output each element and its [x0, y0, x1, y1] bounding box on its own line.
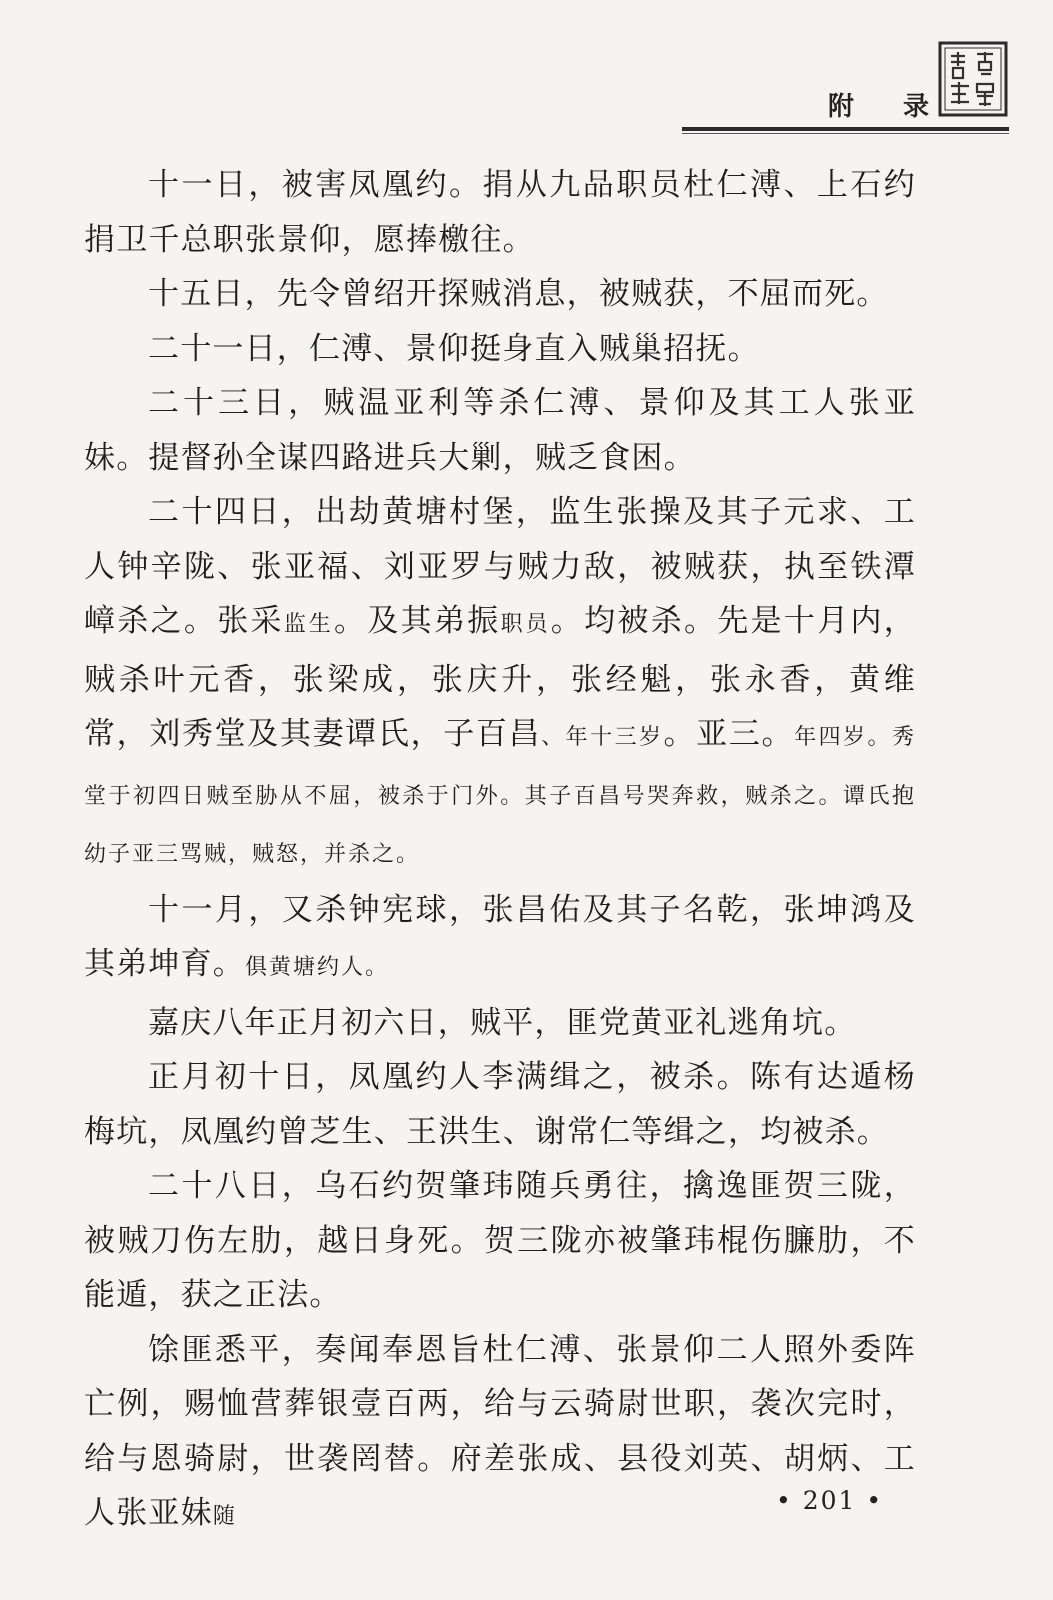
body-text: [84, 158, 916, 1545]
paragraph: [84, 376, 916, 485]
paragraph-text: 十五日，先令曾绍开探贼消息，被贼获，不屈而死。: [148, 276, 889, 312]
paragraph-text: 嘉庆八年正月初六日，贼平，匪党黄亚礼逃角坑。: [148, 1004, 857, 1041]
annotation-note: 监生: [283, 612, 335, 637]
paragraph-text: 十一日，被害凤凰约。捐从九品职员杜仁溥、上石约捐卫千总职张景仰，愿捧檄往。: [84, 167, 916, 258]
paragraph: [84, 996, 916, 1051]
running-header: 附 录: [828, 92, 950, 122]
annotation-note: 俱黄塘约人。: [245, 955, 390, 980]
paragraph-text: 二十一日，仁溥、景仰挺身直入贼巢招抚。: [148, 330, 760, 367]
paragraph-text: 二十八日，乌石约贺肇玮随兵勇往，擒逸匪贺三陇，被贼刀伤左肋，越日身死。贺三陇亦被肇玮棍伤臁肋，不能遁，获之正法。: [84, 1168, 916, 1313]
paragraph-text: 二十三日，贼温亚利等杀仁溥、景仰及其工人张亚妹。提督孙全谋四路进兵大剿，贼乏食困。: [84, 385, 916, 476]
paragraph-text: 馀匪悉平，奏闻奉恩旨杜仁溥、张景仰二人照外委阵亡例，赐恤营葬银壹百两，给与云骑尉世职，袭次完时，给与恩骑尉，世袭罔替。府差张成、县役刘英、胡炳、工人张亚妹: [84, 1331, 916, 1531]
paragraph: [84, 158, 916, 267]
annotation-note: 年四岁。秀堂于初四日贼至胁从不屈，被杀于门外。其子百昌号哭奔救，贼杀之。谭氏抱幼子亚三骂贼，贼怒，并杀之。: [84, 725, 916, 867]
paragraph: [84, 267, 916, 322]
paragraph: [84, 1050, 916, 1159]
page-number: • 201 •: [776, 1486, 884, 1515]
paragraph: [84, 485, 916, 883]
paragraph-text: 十一月，又杀钟宪球，张昌佑及其子名乾，张坤鸿及其弟坤育。: [84, 891, 916, 982]
annotation-note: 职员: [500, 612, 551, 637]
paragraph: [84, 322, 916, 377]
paragraph: [84, 1159, 916, 1323]
paragraph-text: 。均被杀。先是十月内，贼杀叶元香，张梁成，张庆升，张经魁，张永香，黄维常，刘秀堂及其妻谭氏，子百昌: [84, 603, 917, 752]
annotation-note: 随: [212, 1504, 237, 1529]
header-rule: [682, 127, 1009, 131]
paragraph-text: 。亚三。: [663, 716, 795, 752]
paragraph-text: 。及其弟振: [334, 603, 501, 639]
paragraph-text: 二十四日，出劫黄塘村堡，监生张操及其子元求、工人钟辛陇、张亚福、刘亚罗与贼力敌，被贼获，执至铁潭嶂杀之。张采: [84, 494, 916, 639]
annotation-note: 、年十三岁: [541, 725, 664, 750]
paragraph: [84, 883, 916, 996]
paragraph-text: 正月初十日，凤凰约人李满缉之，被杀。陈有达遁杨梅坑，凤凰约曾芝生、王洪生、谢常仁等缉之，均被杀。: [84, 1059, 916, 1150]
header-rule-thin: [682, 133, 1009, 134]
